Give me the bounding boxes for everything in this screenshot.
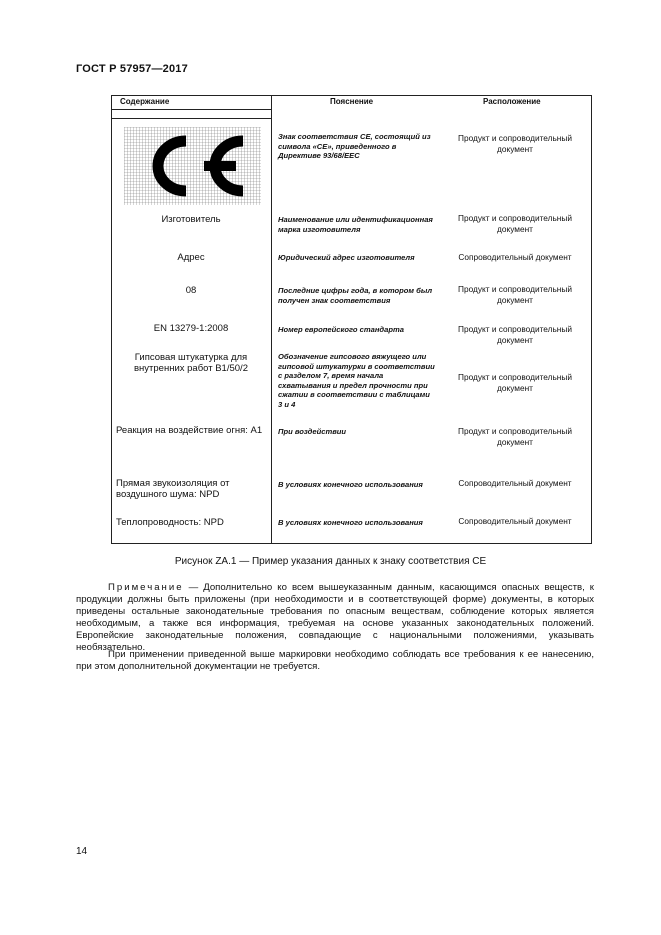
row9-location: Сопроводительный документ: [458, 516, 572, 526]
page-number: 14: [76, 846, 88, 857]
row5-location: Продукт и сопроводительный документ: [458, 324, 572, 345]
document-header: ГОСТ Р 57957—2017: [76, 63, 188, 75]
row6-content: Гипсовая штукатурка для внутренних работ B1/50/2: [134, 352, 248, 374]
figure-caption: Рисунок ZA.1 — Пример указания данных к знаку соответствия CE: [174, 556, 487, 567]
body-paragraph: При применении приведенной выше маркировки необходимо соблюдать все требования к ее нанесению, при этом дополнительной документации не требуется.: [76, 649, 594, 672]
row3-content: Адрес: [177, 252, 205, 263]
row8-content: Прямая звукоизоляция от воздушного шума: NPD: [116, 478, 230, 500]
row5-explanation: Номер европейского стандарта: [278, 325, 404, 334]
column-header-content: Содержание: [120, 97, 170, 106]
table-header-divider: [111, 118, 271, 119]
note-label: Примечание: [108, 582, 184, 593]
row4-location: Продукт и сопроводительный документ: [458, 284, 572, 305]
row7-location: Продукт и сопроводительный документ: [458, 426, 572, 447]
row1-explanation: Знак соответствия CE, состоящий из символа «CE», приведенного в Директиве 93/68/EEC: [278, 132, 431, 160]
note-paragraph: [76, 582, 594, 654]
row3-location: Сопроводительный документ: [458, 252, 572, 262]
row7-content: Реакция на воздействие огня: A1: [116, 425, 263, 436]
row6-location: Продукт и сопроводительный документ: [458, 372, 572, 393]
row4-content: 08: [185, 285, 197, 296]
row9-explanation: В условиях конечного использования: [278, 518, 423, 527]
row1-location: Продукт и сопроводительный документ: [458, 133, 572, 154]
row2-content: Изготовитель: [161, 214, 221, 225]
column-header-location: Расположение: [483, 97, 541, 106]
note-text: — Дополнительно ко всем вышеуказанным данным, касающимся опасных веществ, к продукции должны быть приложены (при необходимости и в соответствующей форме) документы, в которых приведены остальные законодательные требования по опасным веществам, соблюдение которых является необходимым, а также вся информация, требуемая на основе указанных законодательных положений. Европейские законодательные положения, совпадающие с национальными положениями, указывать необязательно.: [76, 582, 594, 653]
table-column-divider: [271, 95, 272, 544]
row3-explanation: Юридический адрес изготовителя: [278, 253, 415, 262]
row4-explanation: Последние цифры года, в котором был получен знак соответствия: [278, 286, 433, 305]
row5-content: EN 13279-1:2008: [153, 323, 229, 334]
row9-content: Теплопроводность: NPD: [116, 517, 224, 528]
row6-explanation: Обозначение гипсового вяжущего или гипсовой штукатурки в соответствии с разделом 7, время начала схватывания и предел прочности при сжатии в соответствии с таблицами 3 и 4: [278, 352, 435, 409]
row8-location: Сопроводительный документ: [458, 478, 572, 488]
ce-mark-logo: [124, 127, 261, 205]
row8-explanation: В условиях конечного использования: [278, 480, 423, 489]
row7-explanation: При воздействии: [278, 427, 347, 436]
column-header-explanation: Пояснение: [330, 97, 374, 106]
row2-location: Продукт и сопроводительный документ: [458, 213, 572, 234]
row2-explanation: Наименование или идентификационная марка изготовителя: [278, 215, 433, 234]
table-header-divider: [111, 109, 271, 110]
